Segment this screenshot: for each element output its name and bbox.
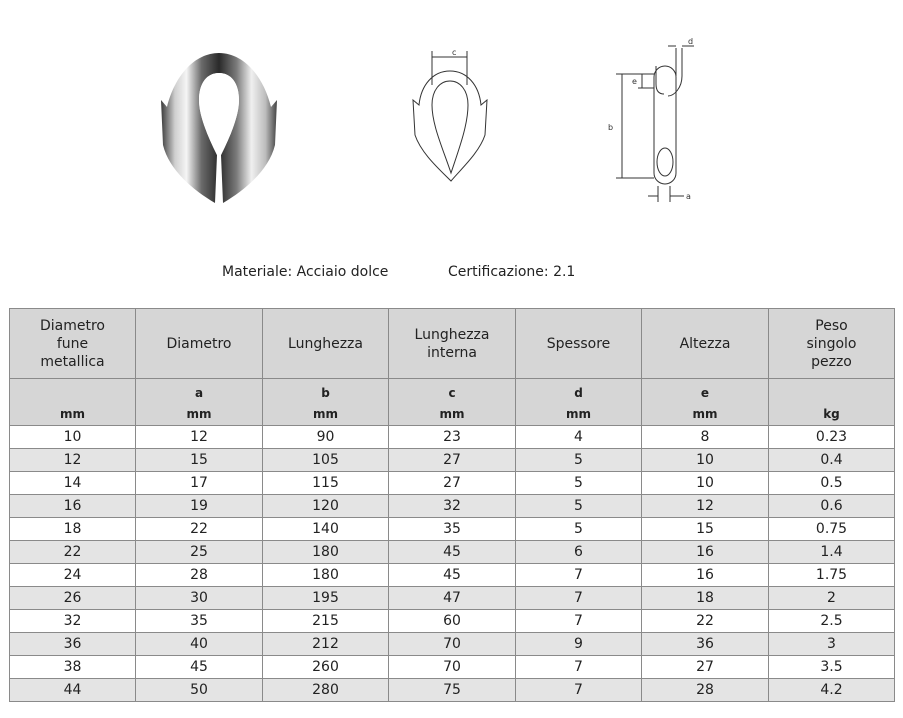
table-cell: 12 [642, 495, 769, 518]
table-cell: 36 [642, 633, 769, 656]
table-cell: 105 [263, 449, 389, 472]
table-cell: 2.5 [769, 610, 895, 633]
table-cell: 140 [263, 518, 389, 541]
table-cell: 27 [389, 472, 516, 495]
table-row [10, 679, 895, 702]
unit-cell: e mm [642, 379, 769, 426]
spec-table [9, 308, 895, 702]
table-cell: 17 [136, 472, 263, 495]
table-cell: 90 [263, 426, 389, 449]
table-cell: 180 [263, 564, 389, 587]
material-caption: Materiale: Acciaio dolce [222, 264, 389, 280]
table-cell: 50 [136, 679, 263, 702]
table-cell: 75 [389, 679, 516, 702]
table-cell: 60 [389, 610, 516, 633]
unit-cell: mm [10, 379, 136, 426]
table-cell: 2 [769, 587, 895, 610]
table-cell: 0.23 [769, 426, 895, 449]
table-cell: 32 [10, 610, 136, 633]
dim-label-b: b [608, 123, 614, 132]
table-cell: 45 [389, 564, 516, 587]
table-cell: 10 [642, 449, 769, 472]
table-row [10, 541, 895, 564]
table-cell: 36 [10, 633, 136, 656]
table-cell: 260 [263, 656, 389, 679]
table-cell: 27 [389, 449, 516, 472]
table-cell: 22 [642, 610, 769, 633]
header-row-units [10, 379, 895, 426]
dim-label-c: c [452, 48, 457, 57]
table-cell: 18 [10, 518, 136, 541]
unit-cell: a mm [136, 379, 263, 426]
table-cell: 25 [136, 541, 263, 564]
table-cell: 215 [263, 610, 389, 633]
col-header-weight: Peso singolo pezzo [769, 309, 895, 379]
thimble-outline-icon [405, 45, 495, 185]
table-cell: 23 [389, 426, 516, 449]
table-cell: 0.4 [769, 449, 895, 472]
table-cell: 28 [642, 679, 769, 702]
header-row-labels [10, 309, 895, 379]
table-cell: 16 [10, 495, 136, 518]
table-cell: 3 [769, 633, 895, 656]
table-cell: 180 [263, 541, 389, 564]
table-cell: 24 [10, 564, 136, 587]
col-header-thickness: Spessore [516, 309, 642, 379]
table-cell: 5 [516, 449, 642, 472]
unit-cell: kg [769, 379, 895, 426]
table-cell: 22 [10, 541, 136, 564]
table-row [10, 426, 895, 449]
table-cell: 7 [516, 564, 642, 587]
thimble-solid-icon [155, 45, 283, 210]
table-cell: 12 [10, 449, 136, 472]
table-cell: 10 [642, 472, 769, 495]
table-cell: 70 [389, 656, 516, 679]
table-cell: 38 [10, 656, 136, 679]
table-cell: 120 [263, 495, 389, 518]
dim-label-a: a [686, 192, 691, 201]
table-cell: 12 [136, 426, 263, 449]
table-row [10, 495, 895, 518]
col-header-height: Altezza [642, 309, 769, 379]
table-cell: 1.4 [769, 541, 895, 564]
table-cell: 7 [516, 656, 642, 679]
table-cell: 3.5 [769, 656, 895, 679]
table-cell: 4 [516, 426, 642, 449]
table-cell: 7 [516, 679, 642, 702]
table-row [10, 518, 895, 541]
table-row [10, 610, 895, 633]
table-cell: 5 [516, 472, 642, 495]
table-cell: 212 [263, 633, 389, 656]
table-cell: 15 [642, 518, 769, 541]
table-cell: 40 [136, 633, 263, 656]
certification-caption: Certificazione: 2.1 [448, 264, 576, 280]
table-cell: 1.75 [769, 564, 895, 587]
thimble-side-view-icon [598, 36, 706, 206]
table-row [10, 633, 895, 656]
table-cell: 14 [10, 472, 136, 495]
table-cell: 16 [642, 541, 769, 564]
table-cell: 5 [516, 518, 642, 541]
table-body [10, 426, 895, 702]
table-cell: 45 [389, 541, 516, 564]
table-cell: 18 [642, 587, 769, 610]
col-header-length: Lunghezza [263, 309, 389, 379]
table-row [10, 656, 895, 679]
table-cell: 70 [389, 633, 516, 656]
unit-cell: b mm [263, 379, 389, 426]
table-cell: 15 [136, 449, 263, 472]
col-header-rope-diameter: Diametro fune metallica [10, 309, 136, 379]
table-cell: 8 [642, 426, 769, 449]
unit-cell: d mm [516, 379, 642, 426]
table-cell: 195 [263, 587, 389, 610]
col-header-diameter: Diametro [136, 309, 263, 379]
table-cell: 0.6 [769, 495, 895, 518]
col-header-inner-length: Lunghezza interna [389, 309, 516, 379]
table-cell: 19 [136, 495, 263, 518]
table-cell: 280 [263, 679, 389, 702]
table-row [10, 472, 895, 495]
table-cell: 7 [516, 610, 642, 633]
table-cell: 115 [263, 472, 389, 495]
dim-label-e: e [632, 77, 637, 86]
table-cell: 35 [136, 610, 263, 633]
dim-label-d: d [688, 37, 694, 46]
table-cell: 7 [516, 587, 642, 610]
table-cell: 45 [136, 656, 263, 679]
table-cell: 32 [389, 495, 516, 518]
table-cell: 44 [10, 679, 136, 702]
table-cell: 47 [389, 587, 516, 610]
table-cell: 5 [516, 495, 642, 518]
unit-cell: c mm [389, 379, 516, 426]
table-cell: 9 [516, 633, 642, 656]
table-cell: 16 [642, 564, 769, 587]
table-cell: 30 [136, 587, 263, 610]
table-row [10, 449, 895, 472]
table-cell: 0.5 [769, 472, 895, 495]
table-cell: 0.75 [769, 518, 895, 541]
table-cell: 35 [389, 518, 516, 541]
table-cell: 6 [516, 541, 642, 564]
table-cell: 4.2 [769, 679, 895, 702]
table-cell: 28 [136, 564, 263, 587]
table-row [10, 587, 895, 610]
table-cell: 26 [10, 587, 136, 610]
table-cell: 27 [642, 656, 769, 679]
table-cell: 10 [10, 426, 136, 449]
table-row [10, 564, 895, 587]
table-cell: 22 [136, 518, 263, 541]
